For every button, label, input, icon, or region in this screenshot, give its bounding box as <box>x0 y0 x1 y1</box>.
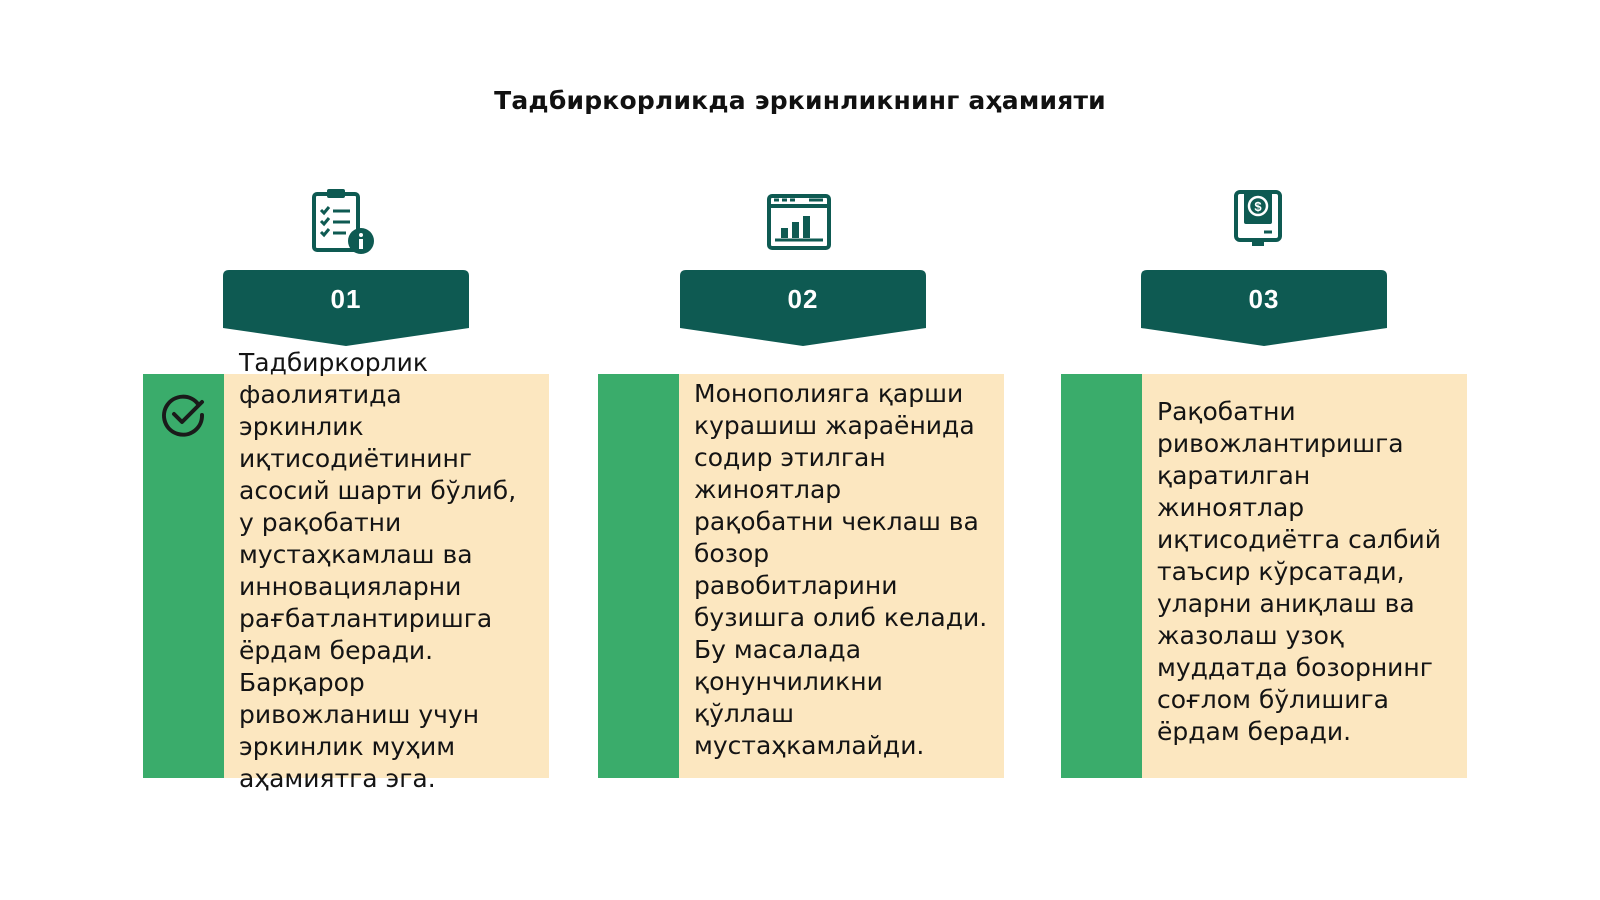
step-column-2 <box>598 0 1008 900</box>
step-number: 03 <box>1248 284 1280 314</box>
page-title: Тадбиркорликда эркинликнинг аҳамияти <box>494 86 1106 115</box>
svg-text:$: $ <box>1254 199 1262 214</box>
dollar-monitor-icon <box>1224 186 1296 258</box>
card-text: Тадбиркорлик фаолиятида эркинлик иқтисодиётининг асосий шарти бўлиб, у рақобатни мустаҳкамлаш ва инновацияларни рағбатлантиришга ёрдам беради. Барқарор ривожланиш учун эркинлик муҳим аҳамиятга эга. <box>239 348 517 793</box>
step-number: 02 <box>787 284 819 314</box>
clipboard-checklist-icon <box>306 186 378 258</box>
chart-window-icon <box>763 186 835 258</box>
card-text: Монополияга қарши курашиш жараёнида содир этилган жиноятлар рақобатни чеклаш ва бозор равобитларини бузишга олиб келади. Бу масалада қонунчиликни қўллаш мустаҳкамлайди. <box>694 379 988 760</box>
check-circle-icon <box>161 392 207 438</box>
step-column-3 <box>1061 0 1471 900</box>
card-accent-strip <box>143 374 224 778</box>
step-badge-1 <box>223 270 469 350</box>
card-accent-strip <box>598 374 679 778</box>
step-number: 01 <box>330 284 362 314</box>
card-accent-strip <box>1061 374 1142 778</box>
step-badge-3 <box>1141 270 1387 350</box>
card-text: Рақобатни ривожлантиришга қаратилган жиноятлар иқтисодиётга салбий таъсир кўрсатади, уларни аниқлаш ва жазолаш узоқ муддатда бозорнинг соғлом бўлишига ёрдам беради. <box>1157 397 1442 746</box>
step-badge-2 <box>680 270 926 350</box>
step-column-1 <box>143 0 553 900</box>
